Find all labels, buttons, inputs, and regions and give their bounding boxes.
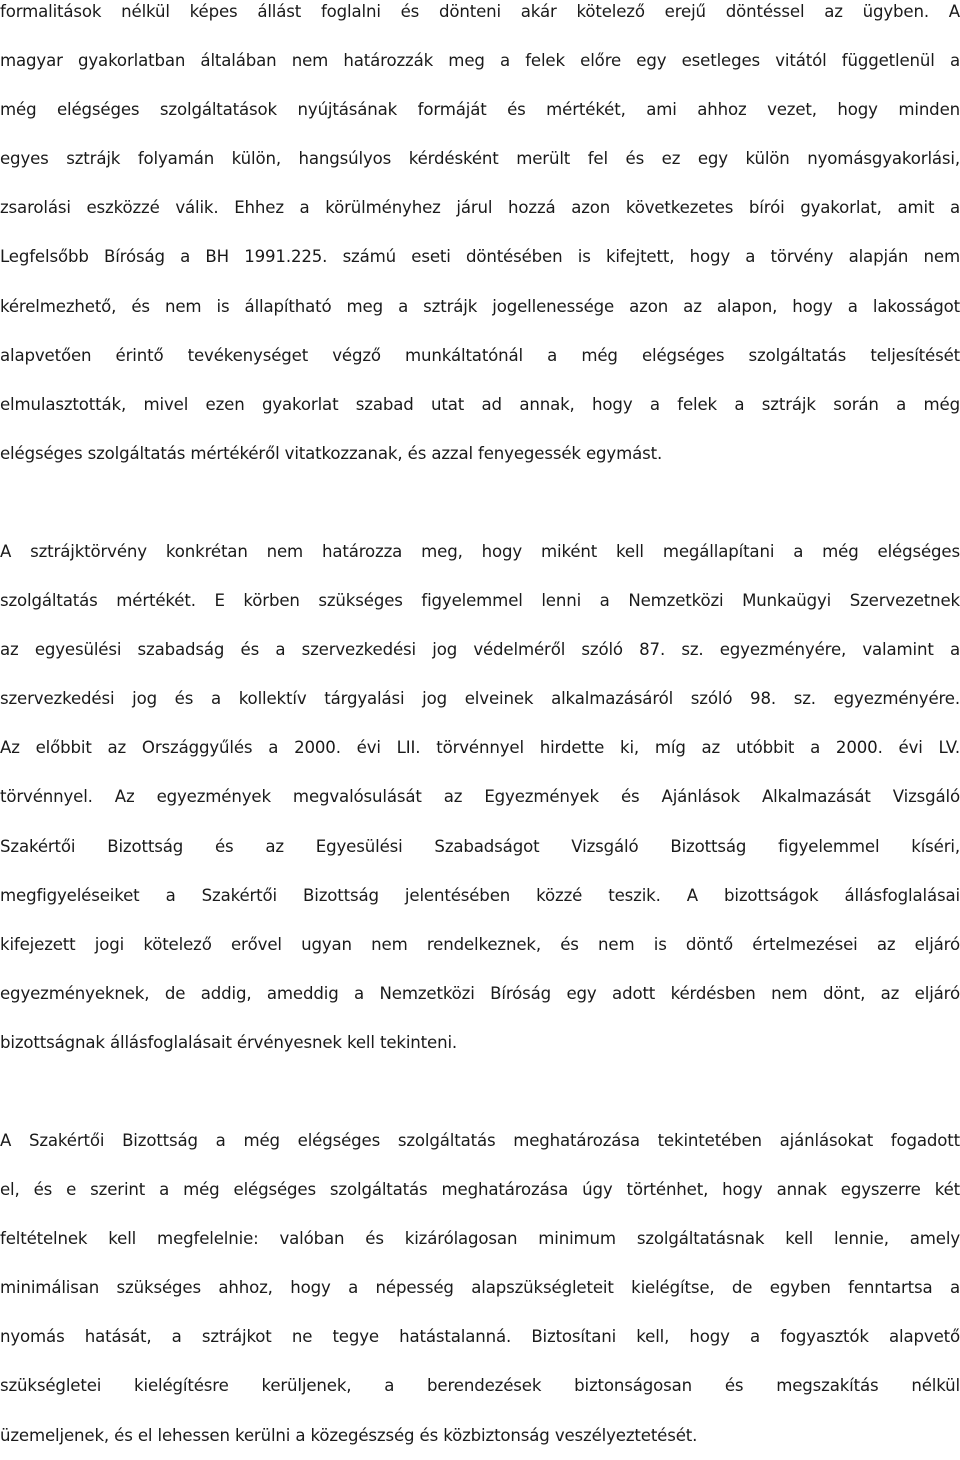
text-line: bizottságnak állásfoglalásait érvényesnek kell tekinteni. (0, 1032, 458, 1052)
text-line: egyezményeknek, de addig, ameddig a Nemzetközi Bíróság egy adott kérdésben nem dönt, az eljáró (0, 983, 960, 1003)
text-line: zsarolási eszközzé válik. Ehhez a körülményhez járul hozzá azon következetes bírói gyakorlat, amit a (0, 198, 960, 218)
text-line: alapvetően érintő tevékenységet végző munkáltatónál a még elégséges szolgáltatás teljesítését (0, 345, 960, 365)
text-line: nyomás hatását, a sztrájkot ne tegye hatástalanná. Biztosítani kell, hogy a fogyasztók alapvető (0, 1327, 960, 1347)
text-line: egyes sztrájk folyamán külön, hangsúlyos kérdésként merült fel és ez egy külön nyomásgyakorlási, (0, 149, 960, 169)
paragraph-3 (0, 1116, 960, 1460)
text-line: még elégséges szolgáltatások nyújtásának formáját és mértékét, ami ahhoz vezet, hogy minden (0, 100, 960, 120)
text-line: minimálisan szükséges ahhoz, hogy a népesség alapszükségleteit kielégítse, de egyben fenntartsa a (0, 1278, 960, 1298)
text-line: elégséges szolgáltatás mértékéről vitatkozzanak, és azzal fenyegessék egymást. (0, 443, 663, 463)
text-line: el, és e szerint a még elégséges szolgáltatás meghatározása úgy történhet, hogy annak egyszerre két (0, 1180, 960, 1200)
paragraph-2 (0, 527, 960, 1067)
text-line: az egyesülési szabadság és a szervezkedési jog védelméről szóló 87. sz. egyezményére, valamint a (0, 640, 960, 660)
text-line: kérelmezhető, és nem is állapítható meg a sztrájk jogellenessége azon az alapon, hogy a lakosságot (0, 296, 960, 316)
text-line: formalitások nélkül képes állást foglalni és dönteni akár kötelező erejű döntéssel az ügyben. A (0, 2, 960, 21)
text-line: A sztrájktörvény konkrétan nem határozza meg, hogy miként kell megállapítani a még elégséges (0, 541, 960, 561)
paragraph-1 (0, 0, 960, 478)
paragraph-spacer (0, 1067, 960, 1116)
text-line: kifejezett jogi kötelező erővel ugyan nem rendelkeznek, és nem is döntő értelmezései az eljáró (0, 934, 960, 954)
text-line: elmulasztották, mivel ezen gyakorlat szabad utat ad annak, hogy a felek a sztrájk során a még (0, 394, 960, 414)
paragraph-spacer (0, 478, 960, 527)
text-line: magyar gyakorlatban általában nem határozzák meg a felek előre egy esetleges vitától függetlenül a (0, 51, 960, 71)
text-line: Az előbbit az Országgyűlés a 2000. évi LII. törvénnyel hirdette ki, míg az utóbbit a 2000. évi LV. (0, 738, 960, 758)
text-line: szolgáltatás mértékét. E körben szükséges figyelemmel lenni a Nemzetközi Munkaügyi Szervezetnek (0, 591, 960, 611)
text-line: Szakértői Bizottság és az Egyesülési Szabadságot Vizsgáló Bizottság figyelemmel kíséri, (0, 836, 960, 856)
text-line: A Szakértői Bizottság a még elégséges szolgáltatás meghatározása tekintetében ajánlásokat fogadott (0, 1130, 960, 1150)
text-line: megfigyeléseiket a Szakértői Bizottság jelentésében közzé teszik. A bizottságok állásfoglalásai (0, 885, 960, 905)
text-line: szervezkedési jog és a kollektív tárgyalási jog elveinek alkalmazásáról szóló 98. sz. egyezményére. (0, 689, 960, 709)
text-line: Legfelsőbb Bíróság a BH 1991.225. számú eseti döntésében is kifejtett, hogy a törvény alapján nem (0, 247, 960, 267)
text-line: szükségletei kielégítésre kerüljenek, a berendezések biztonságosan és megszakítás nélkül (0, 1376, 960, 1396)
text-line: üzemeljenek, és el lehessen kerülni a közegészség és közbiztonság veszélyeztetését. (0, 1425, 698, 1445)
text-line: törvénnyel. Az egyezmények megvalósulását az Egyezmények és Ajánlások Alkalmazását Vizsgáló (0, 787, 960, 807)
text-line: feltételnek kell megfelelnie: valóban és kizárólagosan minimum szolgáltatásnak kell lennie, amely (0, 1229, 960, 1249)
